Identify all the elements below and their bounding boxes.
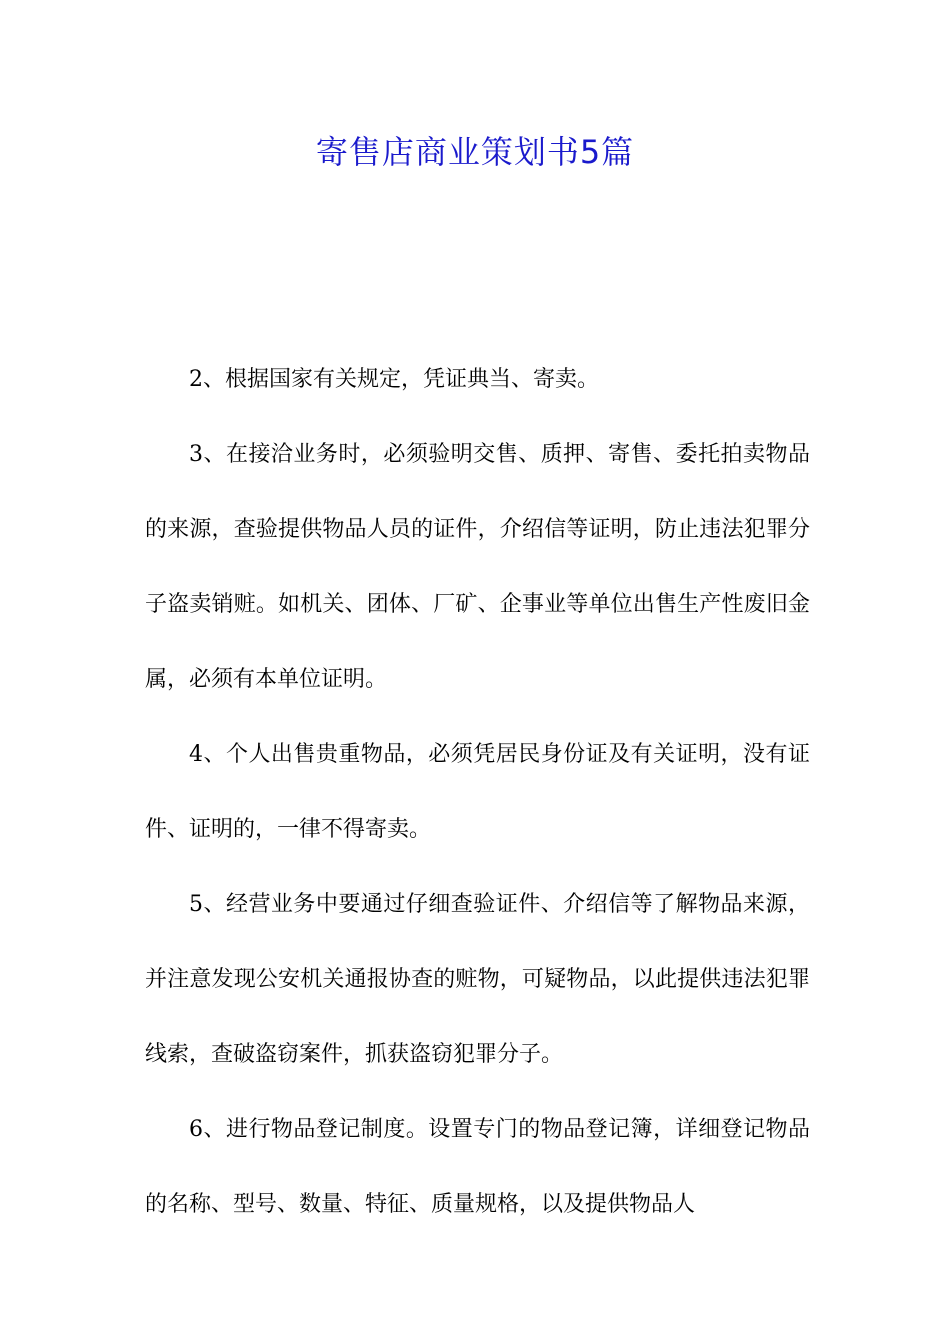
- paragraph-item-5: 5、经营业务中要通过仔细查验证件、介绍信等了解物品来源，并注意发现公安机关通报协查的赃物，可疑物品，以此提供违法犯罪线索，查破盗窃案件，抓获盗窃犯罪分子。: [145, 892, 810, 1067]
- paragraph-item-2: 2、根据国家有关规定，凭证典当、寄卖。: [189, 367, 599, 392]
- document-title: 寄售店商业策划书5篇: [315, 133, 635, 171]
- paragraph-item-6: 6、进行物品登记制度。设置专门的物品登记簿，详细登记物品的名称、型号、数量、特征、质量规格，以及提供物品人: [145, 1117, 810, 1217]
- document-body: [145, 342, 810, 1242]
- paragraph-item-3: 3、在接洽业务时，必须验明交售、质押、寄售、委托拍卖物品的来源，查验提供物品人员的证件，介绍信等证明，防止违法犯罪分子盗卖销赃。如机关、团体、厂矿、企事业等单位出售生产性废旧金属，必须有本单位证明。: [145, 442, 810, 692]
- paragraph-item-4: 4、个人出售贵重物品，必须凭居民身份证及有关证明，没有证件、证明的，一律不得寄卖。: [145, 742, 810, 842]
